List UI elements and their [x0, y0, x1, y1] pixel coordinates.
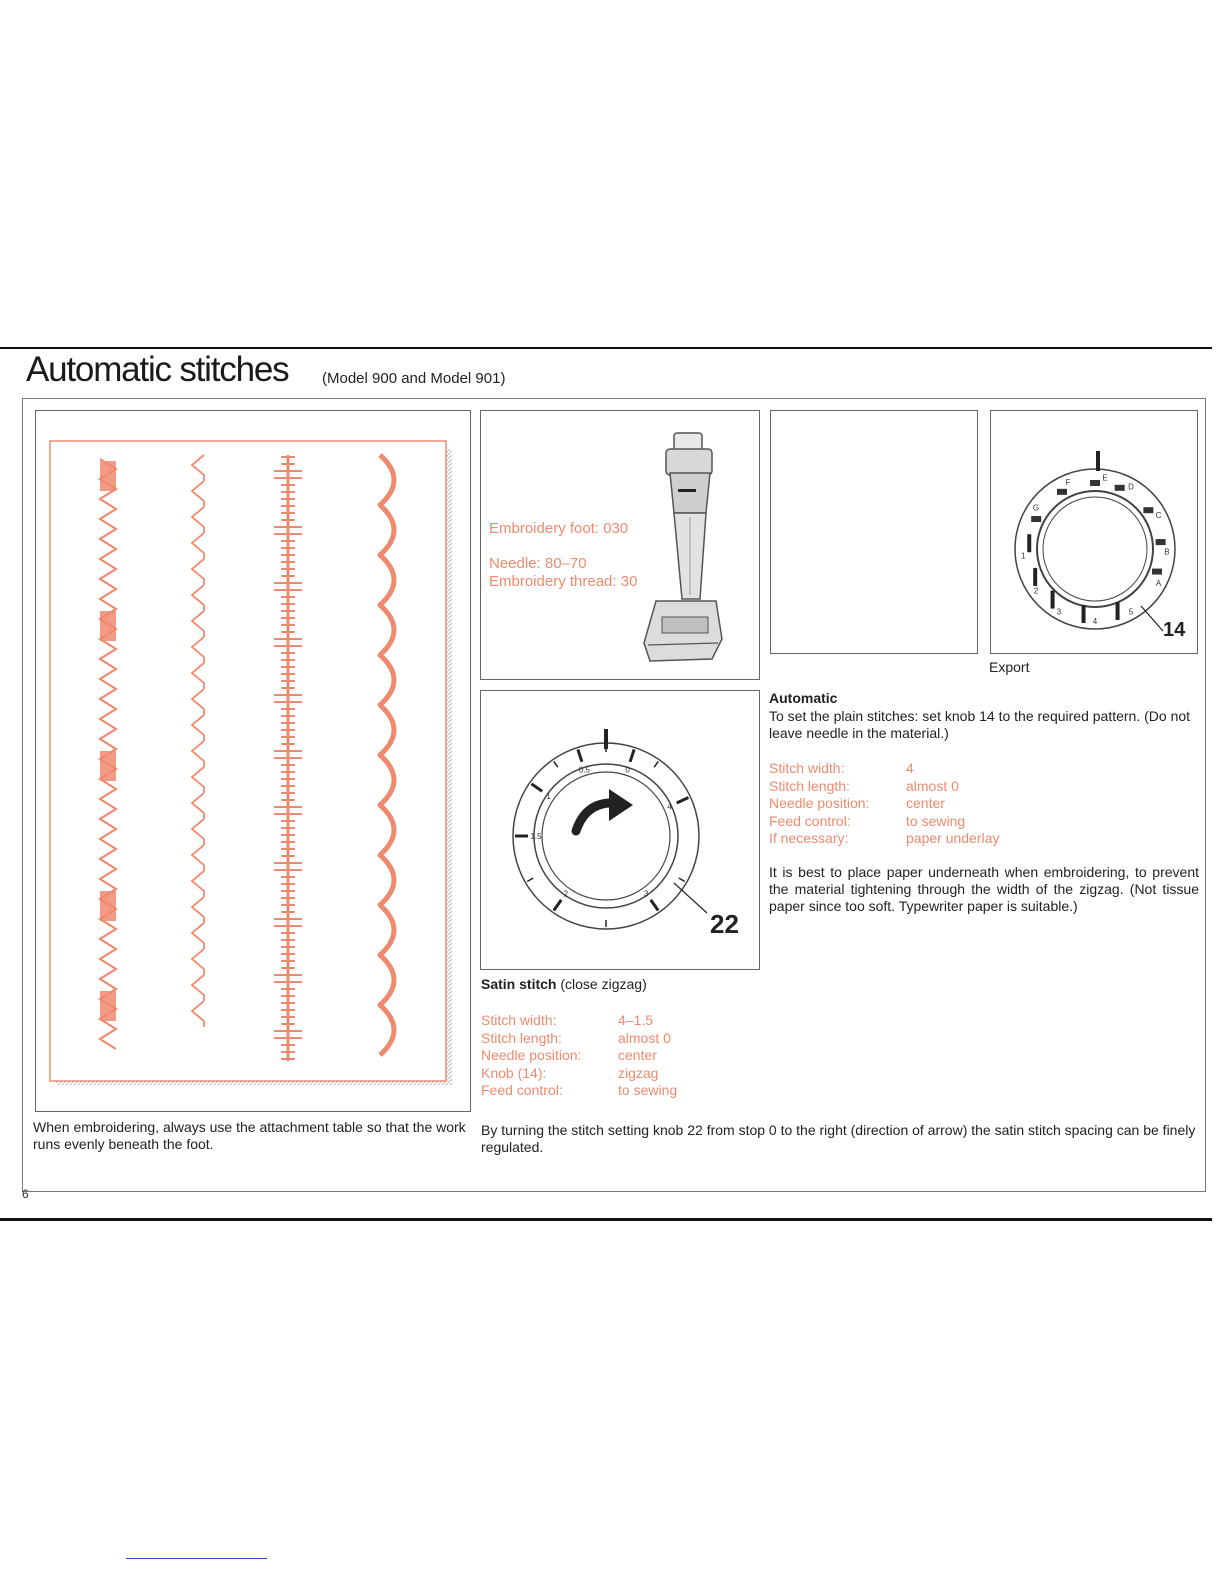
dial-letter: E	[1102, 473, 1108, 483]
foot-label: Embroidery foot: 030	[489, 520, 629, 537]
automatic-intro: To set the plain stitches: set knob 14 to the required pattern. (Do not leave needle in the material.)	[769, 708, 1191, 741]
pattern-knob-panel	[990, 410, 1198, 654]
thread-label: Embroidery thread: 30	[489, 573, 638, 590]
spec-label: Stitch length:	[481, 1029, 562, 1046]
spec-row	[481, 1030, 677, 1048]
dial-tick-label: 3	[643, 889, 649, 899]
dial-letter: C	[1155, 511, 1162, 521]
satin-stitch-heading	[481, 976, 647, 993]
spec-row	[481, 1082, 677, 1100]
embroidery-sample-panel	[35, 410, 471, 1112]
spec-value: center	[618, 1047, 657, 1063]
dial-tick-label: 1	[546, 791, 551, 801]
pattern-mark	[1156, 539, 1166, 545]
spec-row	[769, 830, 999, 848]
spec-label: Feed control:	[481, 1082, 563, 1098]
satin-heading-note: (close zigzag)	[560, 976, 647, 992]
spec-value: zigzag	[618, 1064, 659, 1081]
spec-row	[769, 795, 999, 813]
bottom-rule	[0, 1218, 1212, 1221]
presser-foot-illustration	[626, 429, 746, 669]
satin-block	[100, 991, 116, 1021]
dial-tick-label: 0.5	[578, 765, 590, 775]
knob-14-number: 14	[1163, 619, 1186, 641]
blank-image-panel	[770, 410, 978, 654]
knob-22-number: 22	[710, 909, 739, 939]
spec-row	[481, 1065, 677, 1083]
dial-tick-label: 1.5	[530, 832, 542, 841]
stitch-mark	[1116, 602, 1120, 620]
page-number: 6	[22, 1187, 29, 1201]
stitch-mark	[1082, 605, 1086, 623]
satin-block	[100, 611, 116, 641]
pattern-mark	[1090, 480, 1100, 486]
pattern-mark	[1115, 485, 1125, 491]
embroidery-foot-panel	[480, 410, 760, 680]
satin-block	[100, 461, 116, 491]
dial-letter: D	[1128, 482, 1134, 492]
spec-row	[481, 1012, 677, 1030]
page-subtitle: (Model 900 and Model 901)	[322, 370, 506, 387]
pattern-selector-dial	[991, 411, 1197, 653]
top-rule	[0, 347, 1212, 349]
dial-tick-label: 2	[563, 889, 569, 899]
stitch-mark	[1027, 534, 1031, 552]
dial-tick-label: 4	[667, 802, 672, 812]
spec-row	[769, 813, 999, 831]
spec-label: If necessary:	[769, 830, 849, 846]
dial-tick-label: 0	[625, 765, 630, 775]
page-title: Automatic stitches	[26, 350, 289, 389]
dial-number: 2	[1033, 586, 1039, 596]
needle-label: Needle: 80–70	[489, 555, 587, 572]
spec-label: Knob (14):	[481, 1064, 547, 1081]
stitch-length-knob-panel	[480, 690, 760, 970]
spec-value: paper underlay	[906, 830, 1000, 846]
dial-letter: A	[1155, 578, 1162, 588]
spec-value: almost 0	[618, 1029, 671, 1046]
attachment-table-caption: When embroidering, always use the attachment table so that the work runs evenly beneath the foot.	[33, 1119, 466, 1152]
pattern-mark	[1152, 569, 1162, 575]
stitch-mark	[1033, 568, 1037, 586]
automatic-specs	[769, 760, 999, 848]
spec-value: to sewing	[906, 812, 966, 829]
satin-block	[100, 891, 116, 921]
spec-label: Needle position:	[769, 795, 870, 811]
satin-stitch-caption: By turning the stitch setting knob 22 from stop 0 to the right (direction of arrow) the satin stitch spacing can be finely regulated.	[481, 1122, 1196, 1155]
spec-row	[481, 1047, 677, 1065]
pattern-mark	[1057, 489, 1067, 495]
spec-value: center	[906, 795, 945, 811]
spec-value: 4	[906, 760, 914, 776]
spec-value: 4–1.5	[618, 1012, 654, 1028]
dial-number: 1	[1021, 551, 1026, 561]
spec-row	[769, 778, 999, 796]
export-caption: Export	[989, 659, 1030, 675]
spec-row	[769, 760, 999, 778]
stitch-mark	[1051, 591, 1055, 609]
spec-label: Stitch width:	[769, 760, 845, 776]
dial-number: 3	[1056, 607, 1062, 617]
spec-label: Feed control:	[769, 812, 851, 829]
spec-value: almost 0	[906, 777, 959, 794]
dial-letter: F	[1065, 478, 1071, 488]
spec-value: to sewing	[618, 1082, 678, 1098]
pattern-mark	[1143, 507, 1153, 513]
embroidery-sample-illustration	[36, 411, 470, 1111]
satin-heading-bold: Satin stitch	[481, 976, 557, 992]
dial-letter: G	[1032, 503, 1040, 513]
spec-label: Stitch width:	[481, 1012, 557, 1028]
pattern-mark	[1031, 516, 1041, 522]
spec-label: Stitch length:	[769, 777, 850, 794]
satin-stitch-specs	[481, 1012, 677, 1100]
paper-underlay-note: It is best to place paper underneath when embroidering, to prevent the material tightening through the width of the zigzag. (Not tissue paper since too soft. Typewriter paper is suitable.)	[769, 864, 1199, 914]
dial-number: 4	[1092, 617, 1098, 626]
spec-label: Needle position:	[481, 1047, 582, 1063]
automatic-heading: Automatic	[769, 690, 838, 706]
satin-block	[100, 751, 116, 781]
dial-letter: B	[1164, 547, 1170, 557]
scan-artifact-line	[126, 1558, 267, 1559]
dial-number: 5	[1128, 607, 1134, 617]
